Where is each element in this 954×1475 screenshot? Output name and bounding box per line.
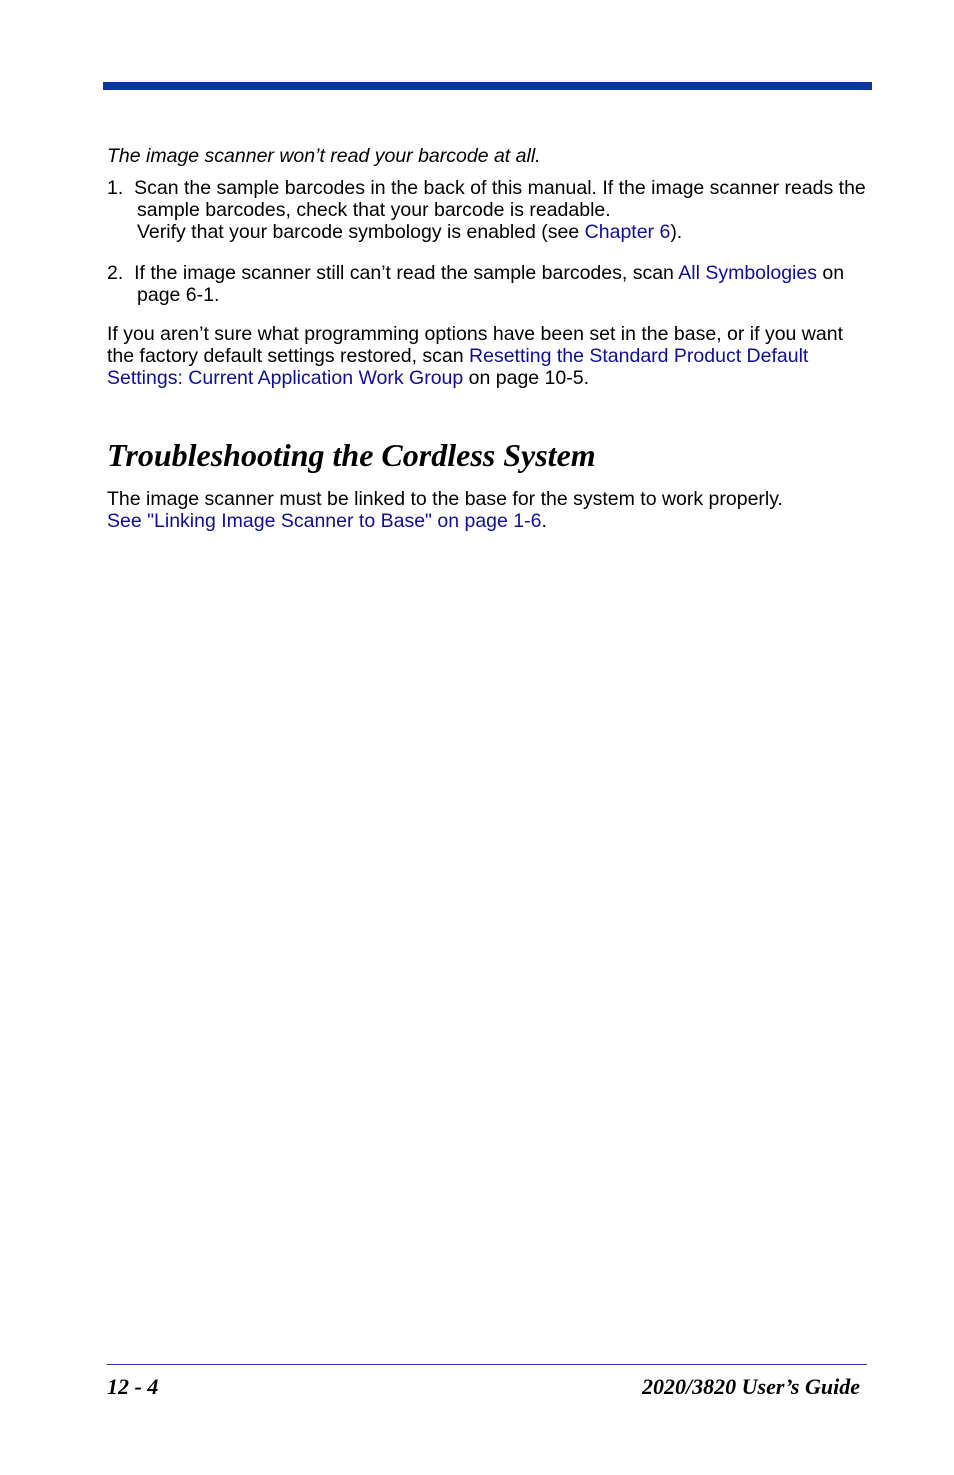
step-2-number: 2.: [107, 262, 124, 284]
section-heading: Troubleshooting the Cordless System: [107, 437, 596, 473]
page-number: 12 - 4: [107, 1374, 159, 1399]
step-1-line2-end: ).: [670, 221, 683, 243]
footer-rule: [107, 1364, 867, 1365]
cordless-paragraph: [107, 488, 867, 532]
guide-title: 2020/3820 User’s Guide: [642, 1374, 860, 1399]
chapter-6-link[interactable]: Chapter 6: [584, 221, 671, 243]
step-1-text: Scan the sample barcodes in the back of this manual. If the image scanner reads the sample barcodes, check that your barcode is readable.: [134, 177, 866, 221]
problem-statement: The image scanner won’t read your barcode at all.: [107, 145, 541, 167]
defaults-note-text: If you aren’t sure what programming options have been set in the base, or if you want the factory default settings restored, scan: [107, 323, 844, 367]
step-2-text: If the image scanner still can’t read the sample barcodes, scan: [134, 262, 679, 284]
page-footer: [107, 1374, 860, 1400]
cordless-paragraph-text: The image scanner must be linked to the base for the system to work properly.: [107, 488, 783, 510]
page-content: [107, 145, 867, 532]
step-2-end: on page 6-1.: [137, 262, 845, 306]
step-1-number: 1.: [107, 177, 124, 199]
header-rule: [103, 82, 872, 90]
defaults-note-end: on page 10-5.: [463, 367, 590, 389]
cordless-paragraph-end: .: [541, 510, 547, 532]
defaults-note: [107, 323, 867, 389]
step-1-line2: Verify that your barcode symbology is enabled (see: [137, 221, 585, 243]
linking-scanner-link[interactable]: See "Linking Image Scanner to Base" on page 1-6: [107, 510, 542, 532]
all-symbologies-link[interactable]: All Symbologies: [678, 262, 817, 284]
step-1: [107, 177, 867, 243]
step-2: [107, 262, 867, 306]
reset-defaults-link[interactable]: Resetting the Standard Product Default Settings: Current Application Work Group: [107, 345, 809, 389]
